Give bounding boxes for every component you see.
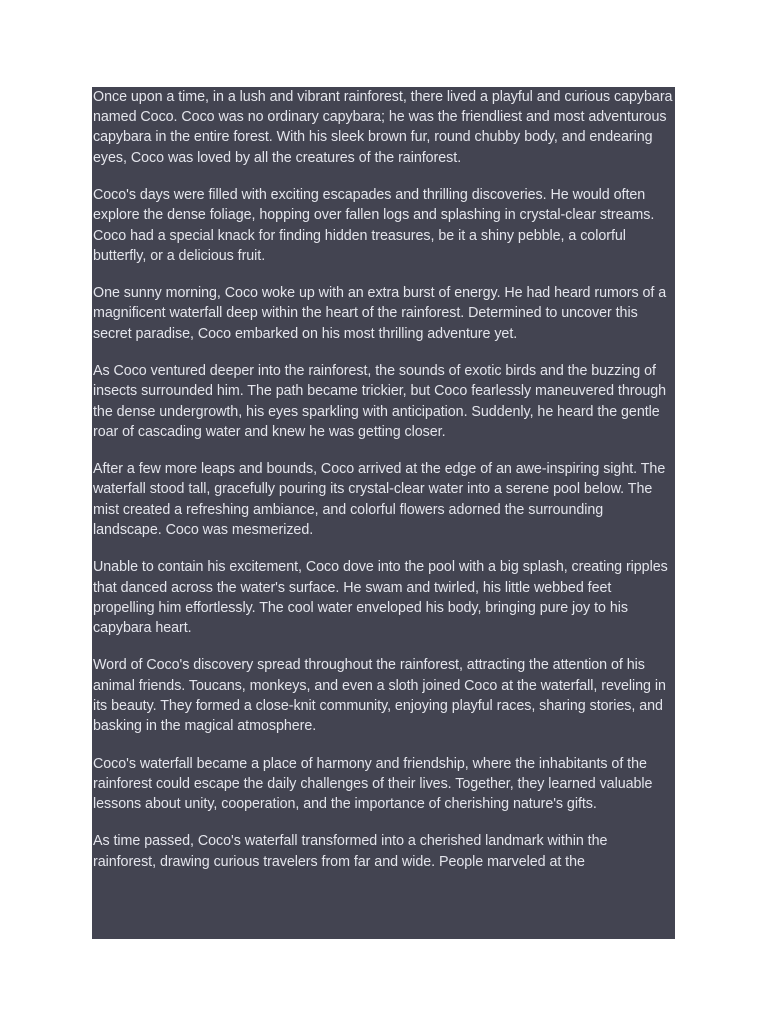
- story-paragraph-4: As Coco ventured deeper into the rainforest, the sounds of exotic birds and the buzzing of insects surrounded him. The path became trickier, but Coco fearlessly maneuvered through the dense undergrowth, his eyes sparkling with anticipation. Suddenly, he heard the gentle roar of cascading water and knew he was getting closer.: [93, 363, 667, 440]
- story-paragraph-5: After a few more leaps and bounds, Coco arrived at the edge of an awe-inspiring sight. The waterfall stood tall, gracefully pouring its crystal-clear water into a serene pool below. The mist created a refreshing ambiance, and colorful flowers adorned the surrounding landscape. Coco was mesmerized.: [93, 461, 666, 538]
- story-paragraph-2: Coco's days were filled with exciting escapades and thrilling discoveries. He would often explore the dense foliage, hopping over fallen logs and splashing in crystal-clear streams. Coco had a special knack for finding hidden treasures, be it a shiny pebble, a colorful butterfly, or a delicious fruit.: [93, 187, 655, 264]
- story-paragraph-1: Once upon a time, in a lush and vibrant rainforest, there lived a playful and curious capybara named Coco. Coco was no ordinary capybara; he was the friendliest and most adventurous capybara in the entire forest. With his sleek brown fur, round chubby body, and endearing eyes, Coco was loved by all the creatures of the rainforest.: [93, 89, 673, 166]
- story-paragraph-6: Unable to contain his excitement, Coco dove into the pool with a big splash, creating ripples that danced across the water's surface. He swam and twirled, his little webbed feet propelling him effortlessly. The cool water enveloped his body, bringing pure joy to his capybara heart.: [93, 559, 668, 636]
- story-paragraph-3: One sunny morning, Coco woke up with an extra burst of energy. He had heard rumors of a magnificent waterfall deep within the heart of the rainforest. Determined to uncover this secret paradise, Coco embarked on his most thrilling adventure yet.: [93, 285, 667, 342]
- story-paragraph-9: As time passed, Coco's waterfall transformed into a cherished landmark within the rainforest, drawing curious travelers from far and wide. People marveled at the: [93, 833, 608, 870]
- story-text-panel: [92, 87, 675, 939]
- story-paragraph-8: Coco's waterfall became a place of harmony and friendship, where the inhabitants of the rainforest could escape the daily challenges of their lives. Together, they learned valuable lessons about unity, cooperation, and the importance of cherishing nature's gifts.: [93, 755, 653, 812]
- story-paragraph-7: Word of Coco's discovery spread throughout the rainforest, attracting the attention of his animal friends. Toucans, monkeys, and even a sloth joined Coco at the waterfall, reveling in its beauty. They formed a close-knit community, enjoying playful races, sharing stories, and basking in the magical atmosphere.: [93, 657, 666, 735]
